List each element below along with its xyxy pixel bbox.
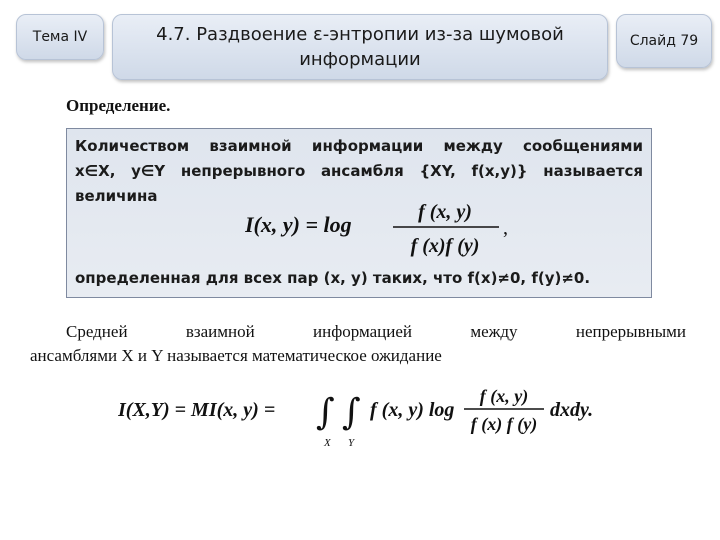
formula1-comma: , — [503, 217, 508, 239]
topic-label: Тема IV — [32, 29, 88, 45]
body-paragraph — [30, 320, 686, 368]
slide-number-label: Слайд 79 — [629, 33, 699, 49]
definition-box — [66, 128, 652, 298]
topic-badge — [16, 14, 104, 60]
formula1-numerator: f (x, y) — [418, 201, 472, 223]
formula2-integrand: f (x, y) log — [370, 399, 455, 421]
formula2-tail: dxdy. — [550, 399, 594, 421]
definition-line-1: Количеством взаимной информации между сообщениями — [75, 137, 643, 155]
average-mutual-information-formula — [118, 382, 618, 452]
slide-title-line1: 4.7. Раздвоение ε-энтропии из-за шумовой — [156, 24, 564, 45]
integral-sub-y: Y — [348, 437, 355, 449]
formula1-denominator: f (x)f (y) — [410, 235, 480, 257]
definition-heading: Определение. — [66, 96, 171, 115]
formula1-lhs: I(x, y) = log — [245, 212, 352, 237]
definition-line-2: x∈X, y∈Y непрерывного ансамбля {XY, f(x,y)} называется — [75, 162, 643, 180]
formula2-numerator: f (x, y) — [479, 386, 529, 406]
mutual-information-formula — [245, 197, 545, 259]
integral-sign-1: ∫ — [316, 392, 335, 433]
formula2-lhs: I(X,Y) = MI(x, y) = — [118, 399, 276, 421]
formula2-denominator: f (x) f (y) — [470, 414, 538, 434]
definition-line-3: величина — [75, 187, 158, 205]
slide-number-badge — [616, 14, 712, 68]
slide-title — [112, 14, 608, 80]
integral-sign-2: ∫ — [342, 392, 361, 433]
definition-line-4: определенная для всех пар (x, y) таких, что f(x)≠0, f(y)≠0. — [75, 269, 591, 287]
slide-title-line2: информации — [299, 49, 421, 70]
paragraph-line-1: Средней взаимной информацией между непрерывными — [66, 322, 686, 341]
integral-sub-x: X — [324, 437, 331, 449]
paragraph-line-2: ансамблями X и Y называется математическое ожидание — [30, 346, 442, 365]
